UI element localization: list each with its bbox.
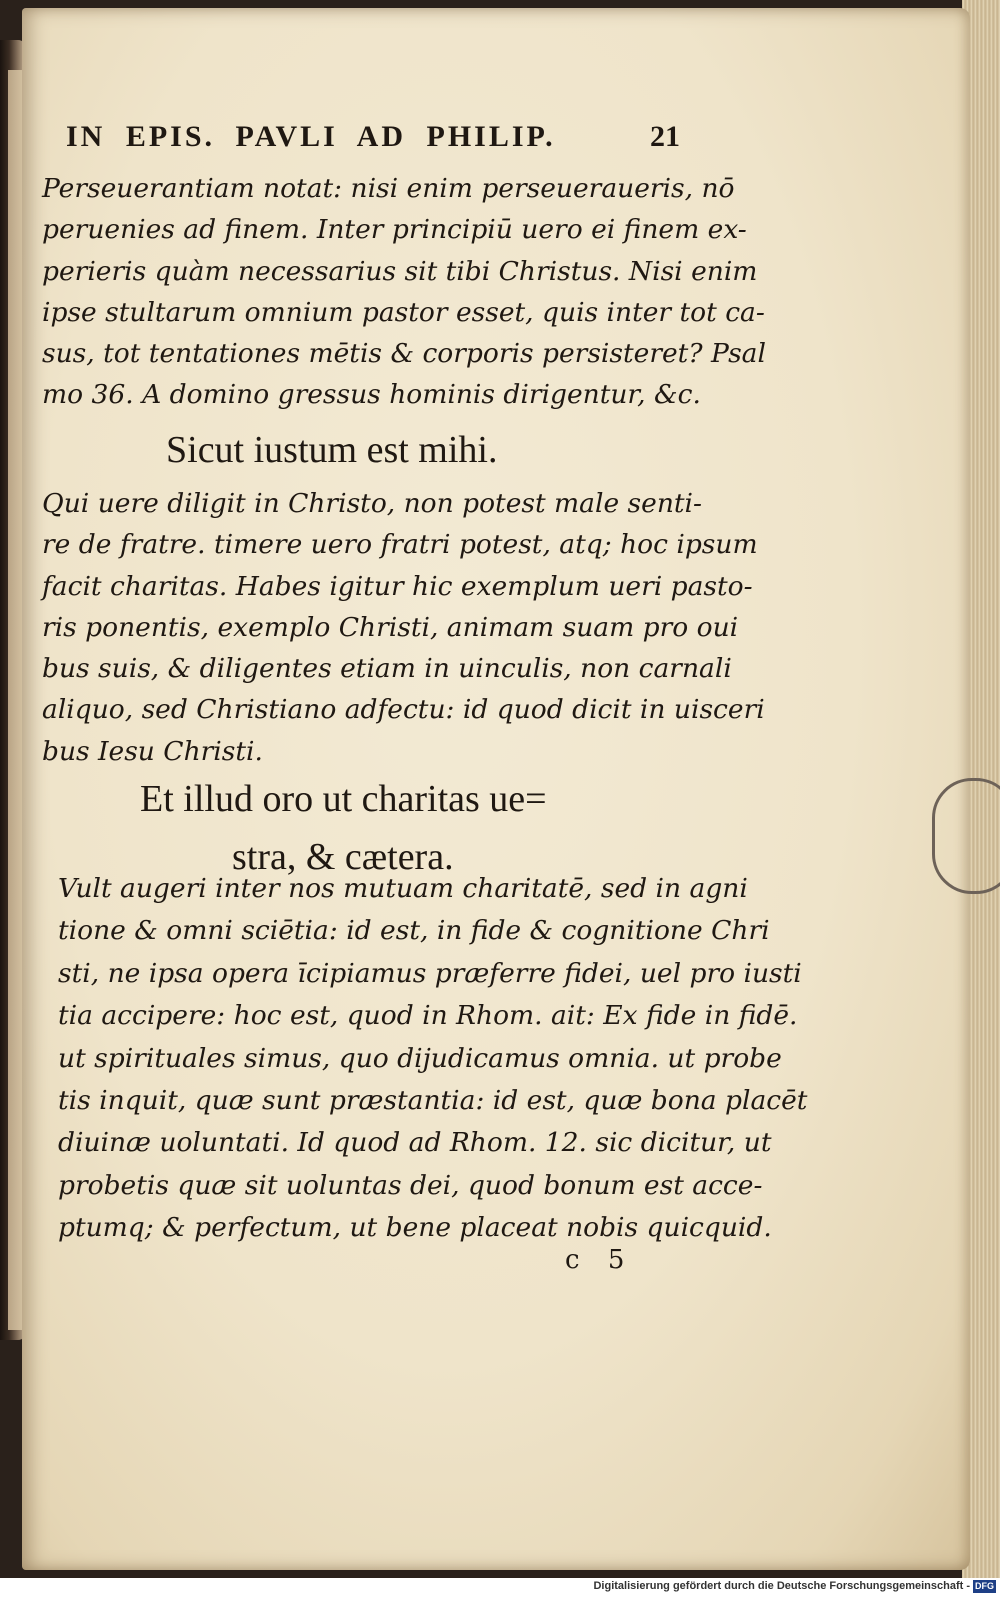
text-line: Vult augeri inter nos mutuam charitatē, sed in agni (58, 873, 748, 904)
page-clip (932, 778, 1000, 894)
text-line: tione & omni sciētia: id est, in fide & cognitione Chri (58, 915, 770, 947)
text-line: ris ponentis, exemplo Christi, animam suam pro oui (42, 611, 739, 643)
text-line: facit charitas. Habes igitur hic exemplum ueri pasto- (42, 570, 753, 602)
paragraph-2 (42, 483, 765, 772)
text-line: Qui uere diligit in Christo, non potest male senti- (42, 488, 702, 519)
funding-notice: Digitalisierung gefördert durch die Deutsche Forschungsgemeinschaft - (593, 1580, 970, 1592)
text-line: re de fratre. timere uero fratri potest, atq; hoc ipsum (42, 529, 758, 561)
text-line: ipse stultarum omnium pastor esset, quis inter tot ca- (42, 296, 765, 328)
running-head-part: PHILIP. (426, 120, 556, 153)
heading-line: stra, & cætera. (232, 836, 454, 878)
text-line: ptumq; & perfectum, ut bene placeat nobis quicquid. (58, 1212, 772, 1244)
heading-line: Et illud oro ut charitas ue= (140, 778, 547, 820)
text-line: mo 36. A domino gressus hominis dirigentur, &c. (42, 379, 701, 411)
paragraph-1 (42, 168, 766, 416)
text-line: probetis quæ sit uoluntas dei, quod bonum est acce- (58, 1169, 763, 1201)
text-line: tia accipere: hoc est, quod in Rhom. ait: Ex fide in fidē. (58, 1000, 798, 1032)
text-line: perieris quàm necessarius sit tibi Christus. Nisi enim (42, 255, 758, 287)
signature-mark: c 5 (565, 1245, 635, 1275)
page-number: 21 (650, 120, 680, 153)
text-line: Perseuerantiam notat: nisi enim perseueraueris, nō (42, 173, 735, 204)
text-line: ut spirituales simus, quo dijudicamus omnia. ut probe (58, 1042, 782, 1074)
text-line: tis inquit, quæ sunt præstantia: id est, quæ bona placēt (58, 1084, 808, 1116)
running-head (66, 120, 706, 154)
dfg-logo-badge: DFG (975, 1581, 994, 1591)
running-head-part: AD (356, 120, 406, 153)
text-line: peruenies ad finem. Inter principiū uero ei finem ex- (42, 214, 747, 246)
running-head-part: IN (66, 120, 106, 153)
text-line: bus Iesu Christi. (42, 735, 263, 767)
text-line: diuinæ uoluntati. Id quod ad Rhom. 12. sic dicitur, ut (58, 1127, 772, 1159)
running-head-part: PAVLI (235, 120, 338, 153)
paragraph-3 (58, 868, 808, 1250)
text-line: sus, tot tentationes mētis & corporis persisteret? Psal (42, 338, 766, 370)
text-line: aliquo, sed Christiano adfectu: id quod dicit in uisceri (42, 694, 765, 726)
section-heading-1: Sicut iustum est mihi. (166, 429, 498, 471)
running-head-part: EPIS. (125, 120, 216, 153)
text-line: sti, ne ipsa opera īcipiamus præferre fidei, uel pro iusti (58, 957, 802, 989)
text-line: bus suis, & diligentes etiam in uinculis, non carnali (42, 653, 732, 685)
